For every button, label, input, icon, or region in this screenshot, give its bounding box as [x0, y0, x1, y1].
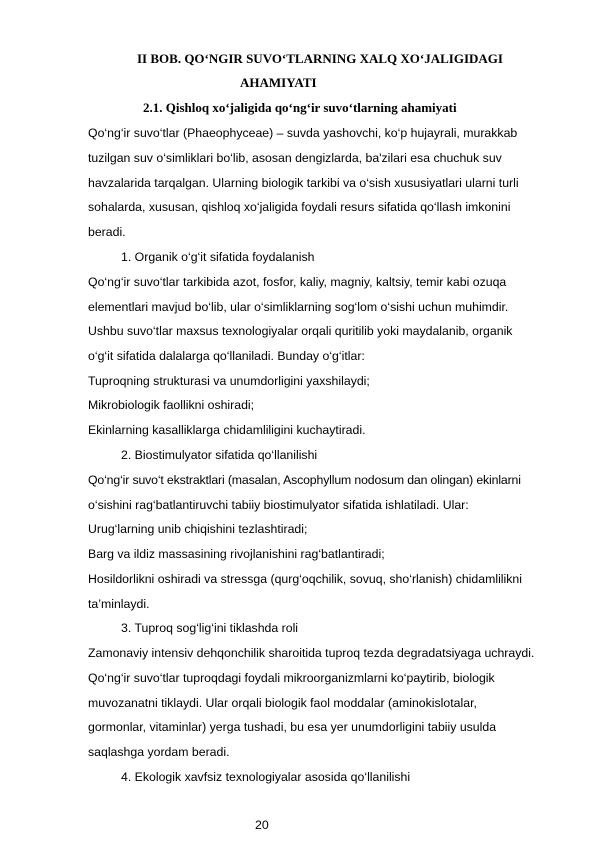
paragraph-line: muvozanatni tiklaydi. Ular orqali biologik faol moddalar (aminokislotalar, — [88, 696, 477, 710]
paragraph-line: elementlari mavjud bo‘lib, ular o‘simliklarning sog‘lom o‘sishi uchun muhimdir. — [88, 300, 509, 314]
page-number: 20 — [255, 818, 269, 832]
paragraph-line: tuzilgan suv o‘simliklari bo‘lib, asosan dengizlarda, ba'zilari esa chuchuk suv — [88, 151, 502, 165]
chapter-title-line-2: AHAMIYATI — [240, 75, 317, 90]
subsection-heading-3: 3. Tuproq sog‘lig‘ini tiklashda roli — [121, 621, 299, 635]
paragraph-line: saqlashga yordam beradi. — [88, 745, 230, 759]
paragraph-line: gormonlar, vitaminlar) yerga tushadi, bu esa yer unumdorligini tabiiy usulda — [88, 720, 497, 734]
paragraph-line: Qo‘ng‘ir suvo‘tlar tarkibida azot, fosfor, kaliy, magniy, kaltsiy, temir kabi ozuqa — [88, 275, 507, 289]
list-item: Urug‘larning unib chiqishini tezlashtiradi; — [88, 522, 308, 536]
paragraph-line: Qo‘ng‘ir suvo‘t ekstraktlari (masalan, Ascophyllum nodosum dan olingan) ekinlarni — [88, 473, 521, 487]
list-item: Hosildorlikni oshiradi va stressga (qurg‘oqchilik, sovuq, sho‘rlanish) chidamlilikni — [88, 572, 522, 586]
paragraph-line: ta’minlaydi. — [88, 597, 150, 611]
paragraph-line: o‘sishini rag‘batlantiruvchi tabiiy biostimulyator sifatida ishlatiladi. Ular: — [88, 498, 469, 512]
paragraph-line: beradi. — [88, 225, 126, 239]
list-item: Mikrobiologik faollikni oshiradi; — [88, 398, 255, 412]
list-item: Tuproqning strukturasi va unumdorligini yaxshilaydi; — [88, 374, 370, 388]
list-item: Ekinlarning kasalliklarga chidamliligini kuchaytiradi. — [88, 423, 366, 437]
subsection-heading-2: 2. Biostimulyator sifatida qo‘llanilishi — [121, 448, 318, 462]
list-item: Barg va ildiz massasining rivojlanishini rag‘batlantiradi; — [88, 547, 385, 561]
paragraph-line: Qo‘ng‘ir suvo‘tlar (Phaeophyceae) – suvda yashovchi, ko‘p hujayrali, murakkab — [88, 126, 518, 140]
subsection-heading-1: 1. Organik o‘g‘it sifatida foydalanish — [121, 250, 315, 264]
section-title: 2.1. Qishloq xo‘jaligida qo‘ng‘ir suvo‘tlarning ahamiyati — [143, 100, 457, 115]
paragraph-line: sohalarda, xususan, qishloq xo‘jaligida foydali resurs sifatida qo‘llash imkonini — [88, 200, 511, 214]
subsection-heading-4: 4. Ekologik xavfsiz texnologiyalar asosida qo‘llanilishi — [121, 770, 411, 784]
paragraph-line: Ushbu suvo‘tlar maxsus texnologiyalar orqali quritilib yoki maydalanib, organik — [88, 324, 513, 338]
paragraph-line: havzalarida tarqalgan. Ularning biologik tarkibi va o‘sish xususiyatlari ularni turli — [88, 176, 519, 190]
paragraph-line: Qo‘ng‘ir suvo‘tlar tuproqdagi foydali mikroorganizmlarni ko‘paytirib, biologik — [88, 671, 495, 685]
paragraph-line: Zamonaviy intensiv dehqonchilik sharoitida tuproq tezda degradatsiyaga uchraydi. — [88, 646, 535, 660]
paragraph-line: o‘g‘it sifatida dalalarga qo‘llaniladi. Bunday o‘g‘itlar: — [88, 349, 365, 363]
chapter-title-line-1: II BOB. QO‘NGIR SUVO‘TLARNING XALQ XO‘JALIGIDAGI — [137, 51, 503, 66]
